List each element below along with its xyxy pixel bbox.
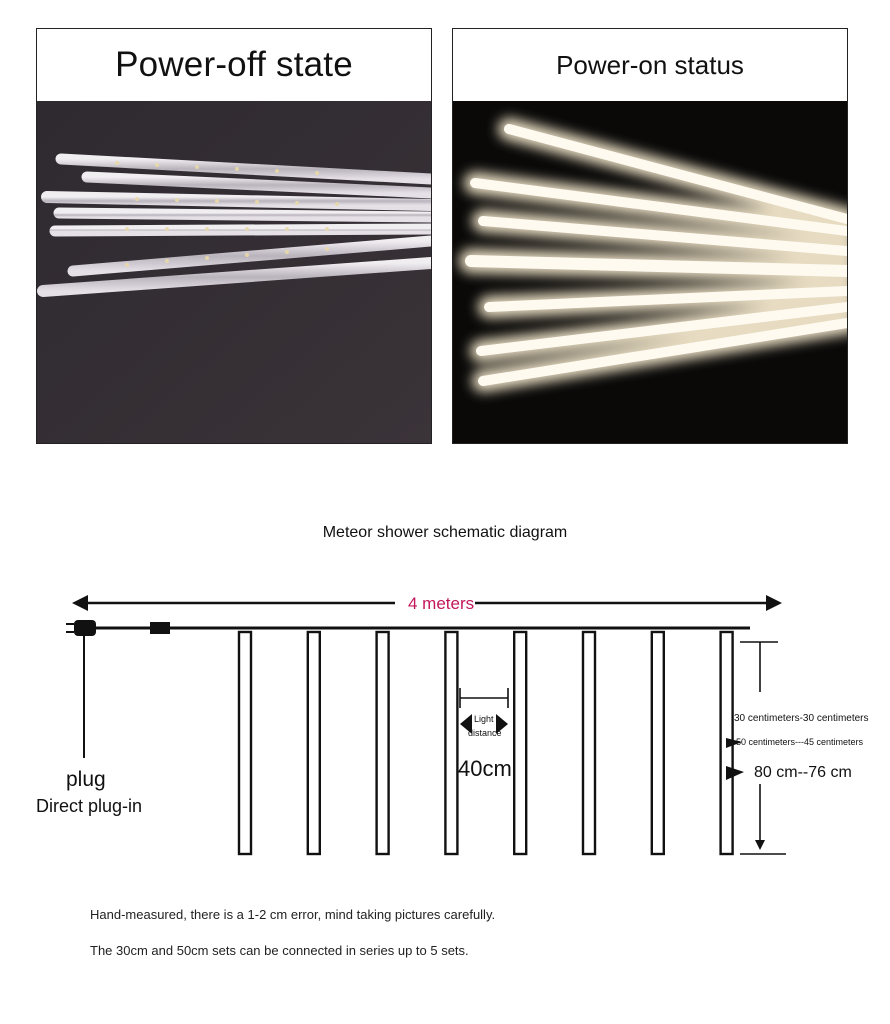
- light-distance-label-2: distance: [468, 728, 502, 738]
- plug-label: plug: [66, 768, 106, 791]
- diagram-title: Meteor shower schematic diagram: [322, 524, 568, 541]
- size-30-label: 30 centimeters-30 centimeters: [734, 713, 869, 724]
- height-dimension: [726, 642, 786, 854]
- power-on-title: Power-on status: [556, 49, 744, 80]
- power-off-photo: [37, 101, 431, 443]
- light-tube-6: [583, 632, 595, 854]
- power-on-panel: [452, 28, 848, 444]
- size-80-label: 80 cm--76 cm: [754, 764, 852, 781]
- light-tube-3: [377, 632, 389, 854]
- plug-icon: [66, 620, 96, 758]
- light-tube-2: [308, 632, 320, 854]
- light-tube-5: [514, 632, 526, 854]
- power-off-title: Power-off state: [115, 45, 353, 84]
- power-off-panel: [36, 28, 432, 444]
- light-tubes: [239, 632, 733, 854]
- measurement-note: Hand-measured, there is a 1-2 cm error, mind taking pictures carefully.: [90, 907, 496, 922]
- controller-box-icon: [150, 622, 170, 634]
- light-tube-1: [239, 632, 251, 854]
- spacing-label: 40cm: [458, 756, 512, 781]
- power-on-photo: [453, 101, 847, 443]
- power-off-header: [37, 29, 431, 102]
- length-label: 4 meters: [408, 594, 475, 613]
- light-distance-label-1: Light: [474, 714, 494, 724]
- meteor-shower-schematic: [0, 580, 890, 880]
- series-note: The 30cm and 50cm sets can be connected in series up to 5 sets.: [90, 943, 469, 958]
- plug-sub-label: Direct plug-in: [36, 796, 143, 816]
- power-on-header: [453, 29, 847, 102]
- light-tube-4: [445, 632, 457, 854]
- light-tube-7: [652, 632, 664, 854]
- size-50-label: 50 centimeters---45 centimeters: [736, 737, 864, 747]
